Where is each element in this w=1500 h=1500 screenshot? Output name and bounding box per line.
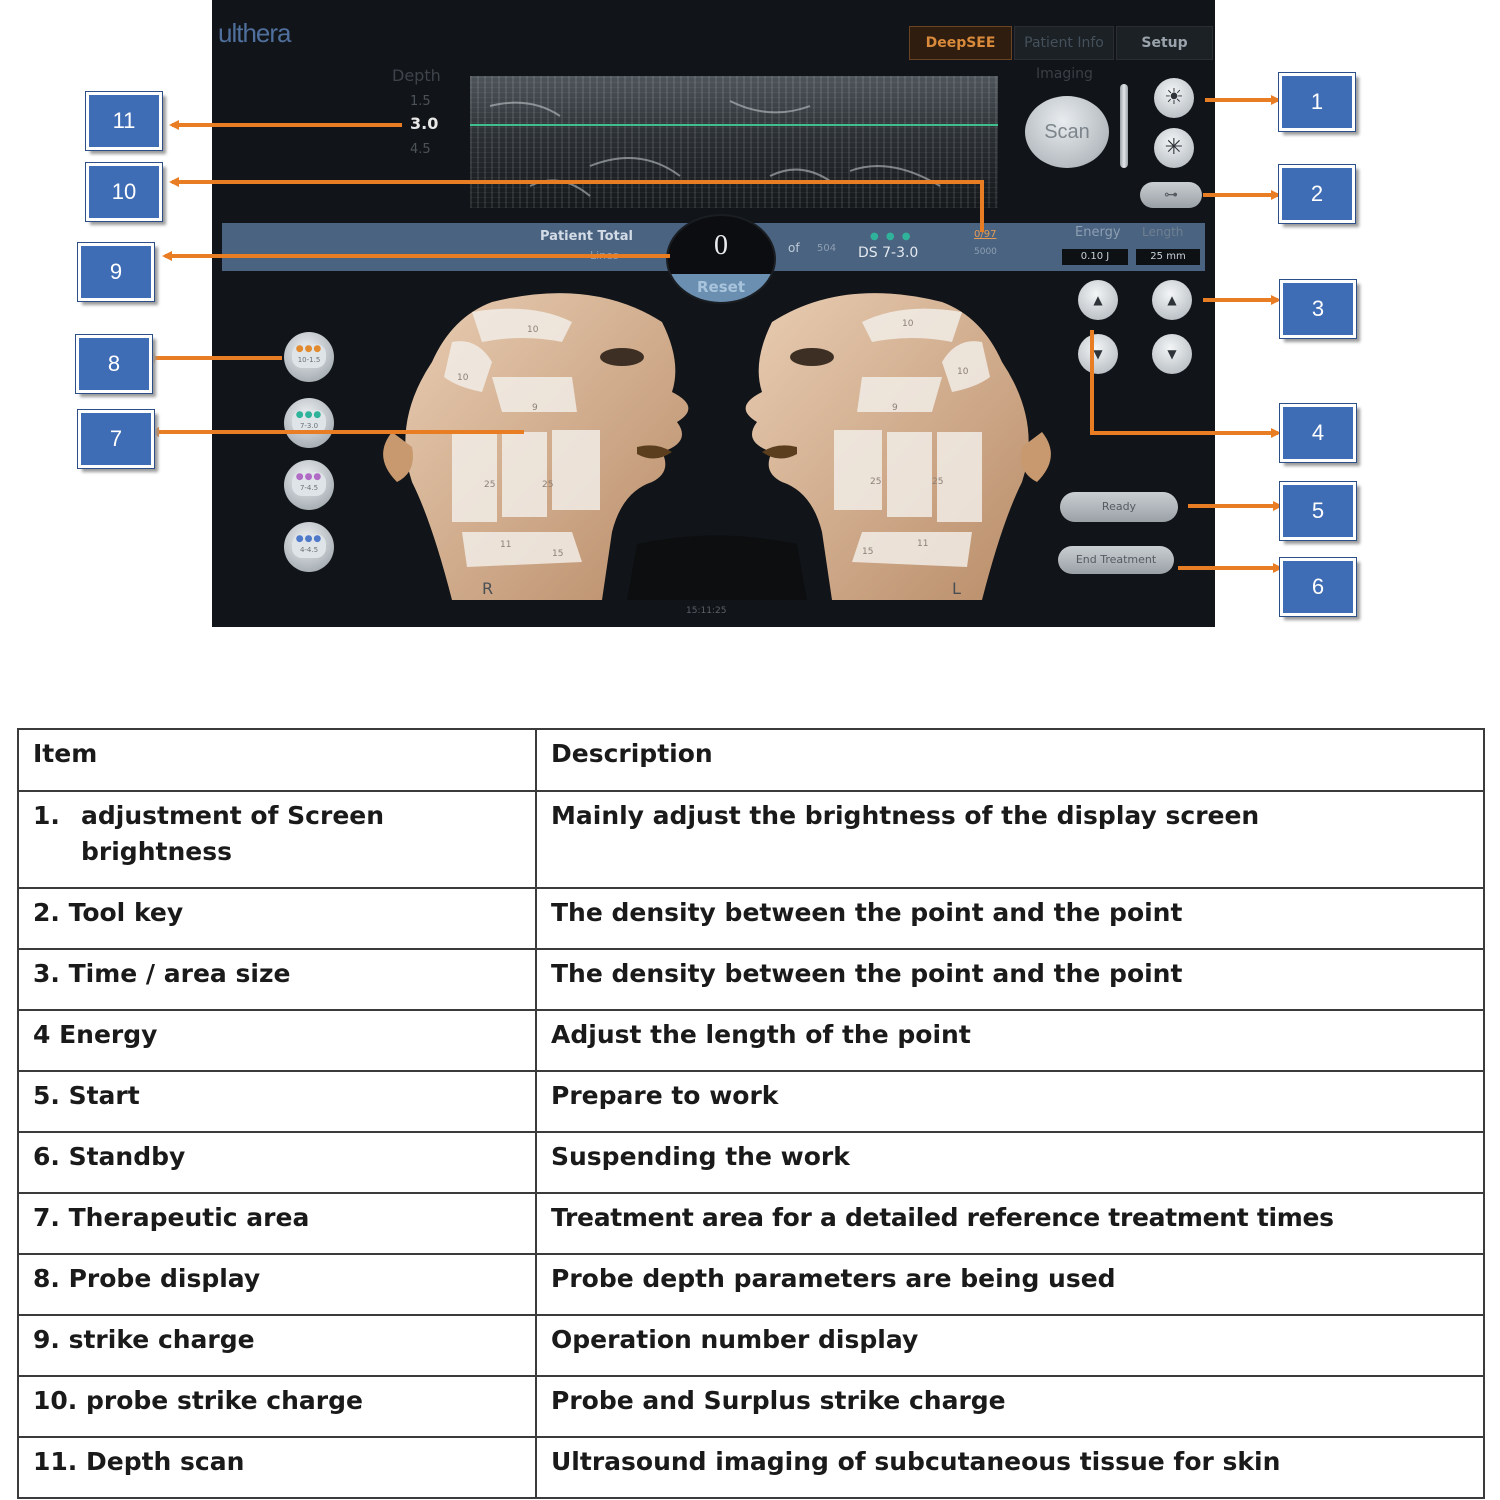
- item-cell: 5. Start: [18, 1071, 536, 1132]
- zone-label: 11: [917, 539, 929, 549]
- description-cell: The density between the point and the point: [536, 888, 1484, 949]
- table-row: [18, 1376, 1484, 1437]
- zone-label: 10: [527, 325, 539, 335]
- zone-label: 9: [532, 403, 538, 413]
- table-row: [18, 888, 1484, 949]
- table-row: [18, 1132, 1484, 1193]
- callout-7: 7: [78, 410, 154, 468]
- item-cell: 10. probe strike charge: [18, 1376, 536, 1437]
- item-cell: 4 Energy: [18, 1010, 536, 1071]
- table-row: [18, 1193, 1484, 1254]
- zone-label: 25: [932, 477, 944, 487]
- depth-title: Depth: [392, 66, 441, 85]
- callout-6: 6: [1280, 558, 1356, 616]
- arrow-4: [1092, 330, 1278, 433]
- length-label: Length: [1142, 225, 1184, 239]
- item-cell: [18, 791, 536, 888]
- description-cell: Probe depth parameters are being used: [536, 1254, 1484, 1315]
- triangle-up-icon[interactable]: ▲: [1152, 280, 1192, 320]
- reset-button[interactable]: Reset: [668, 274, 774, 302]
- description-cell: Ultrasound imaging of subcutaneous tissue for skin: [536, 1437, 1484, 1498]
- callout-5: 5: [1280, 482, 1356, 540]
- sun-dim-icon[interactable]: ✳: [1154, 128, 1194, 168]
- callout-4: 4: [1280, 404, 1356, 462]
- depth-option-1-5[interactable]: 1.5: [410, 94, 431, 109]
- imaging-label: Imaging: [1036, 66, 1093, 82]
- table-row: [18, 1010, 1484, 1071]
- item-cell: 9. strike charge: [18, 1315, 536, 1376]
- item-cell: 3. Time / area size: [18, 949, 536, 1010]
- probe-button[interactable]: ●●● 10-1.5: [284, 332, 334, 382]
- zone-label: 25: [484, 480, 496, 490]
- table-row: [18, 1437, 1484, 1498]
- probe-button[interactable]: ●●● 7-3.0: [284, 398, 334, 448]
- counter-value: 0: [714, 230, 728, 261]
- item-cell: 6. Standby: [18, 1132, 536, 1193]
- callout-2: 2: [1279, 165, 1355, 223]
- length-value: 25 mm: [1136, 249, 1200, 265]
- side-label-right: R: [482, 579, 494, 598]
- of-value: 504: [817, 243, 837, 254]
- header-description: Description: [536, 729, 1484, 791]
- scan-button[interactable]: Scan: [1025, 96, 1109, 168]
- description-cell: Suspending the work: [536, 1132, 1484, 1193]
- triangle-down-icon[interactable]: ▼: [1152, 334, 1192, 374]
- tool-key-icon[interactable]: ⊶: [1140, 182, 1202, 208]
- ulthera-logo: ulthera: [218, 18, 291, 48]
- zone-label: 11: [500, 540, 512, 550]
- description-cell: Probe and Surplus strike charge: [536, 1376, 1484, 1437]
- table-row: [18, 791, 1484, 888]
- table-row: [18, 949, 1484, 1010]
- transducer-max: 5000: [974, 247, 997, 257]
- header-item: Item: [18, 729, 536, 791]
- zone-label: 15: [552, 549, 564, 559]
- tab-patient-info[interactable]: Patient Info: [1014, 26, 1114, 60]
- callout-arrows: [0, 0, 1500, 650]
- zone-label: 15: [862, 547, 874, 557]
- patient-total-label: Patient Total: [540, 229, 633, 244]
- table-row: [18, 1315, 1484, 1376]
- callout-10: 10: [86, 163, 162, 221]
- probe-button[interactable]: ●●● 7-4.5: [284, 460, 334, 510]
- callout-9: 9: [78, 243, 154, 301]
- clock: 15:11:25: [686, 606, 727, 616]
- depth-option-3-0[interactable]: 3.0: [410, 114, 439, 133]
- callout-8: 8: [76, 335, 152, 393]
- transducer-used: 0/97: [974, 229, 997, 240]
- description-cell: The density between the point and the point: [536, 949, 1484, 1010]
- description-cell: Prepare to work: [536, 1071, 1484, 1132]
- callout-11: 11: [86, 92, 162, 150]
- table-row: [18, 1254, 1484, 1315]
- legend-table: [17, 728, 1485, 1499]
- triangle-up-icon[interactable]: ▲: [1078, 280, 1118, 320]
- table-row: [18, 1071, 1484, 1132]
- description-cell: Operation number display: [536, 1315, 1484, 1376]
- description-cell: Mainly adjust the brightness of the display screen: [536, 791, 1484, 888]
- item-cell: 7. Therapeutic area: [18, 1193, 536, 1254]
- zone-label: 25: [870, 477, 882, 487]
- arrow-10: [172, 182, 982, 232]
- depth-option-4-5[interactable]: 4.5: [410, 142, 431, 157]
- callout-3: 3: [1280, 280, 1356, 338]
- triangle-down-icon[interactable]: ▼: [1078, 334, 1118, 374]
- of-label: of: [788, 241, 800, 255]
- callout-1: 1: [1279, 73, 1355, 131]
- zone-label: 9: [892, 403, 898, 413]
- side-label-left: L: [952, 579, 961, 598]
- transducer-label: DS 7-3.0: [858, 245, 919, 261]
- description-cell: Adjust the length of the point: [536, 1010, 1484, 1071]
- item-cell: 8. Probe display: [18, 1254, 536, 1315]
- patient-total-sub: Lines: [590, 249, 619, 262]
- table-header-row: [18, 729, 1484, 791]
- zone-label: 25: [542, 480, 554, 490]
- energy-value: 0.10 J: [1062, 249, 1128, 265]
- energy-label: Energy: [1075, 225, 1121, 240]
- item-cell: 11. Depth scan: [18, 1437, 536, 1498]
- item-text: adjustment of Screen brightness: [81, 801, 385, 866]
- item-cell: 2. Tool key: [18, 888, 536, 949]
- ready-button[interactable]: Ready: [1060, 492, 1178, 522]
- tab-setup[interactable]: Setup: [1116, 26, 1213, 60]
- zone-label: 10: [957, 367, 969, 377]
- probe-button[interactable]: ●●● 4-4.5: [284, 522, 334, 572]
- zone-label: 10: [457, 373, 469, 383]
- transducer-dots: ● ● ●: [870, 231, 913, 242]
- zone-label: 10: [902, 319, 914, 329]
- tab-deepsee[interactable]: DeepSEE: [909, 26, 1012, 60]
- description-cell: Treatment area for a detailed reference treatment times: [536, 1193, 1484, 1254]
- end-treatment-button[interactable]: End Treatment: [1058, 546, 1174, 574]
- item-number: 1.: [33, 801, 60, 830]
- sun-icon[interactable]: ☀: [1154, 78, 1194, 118]
